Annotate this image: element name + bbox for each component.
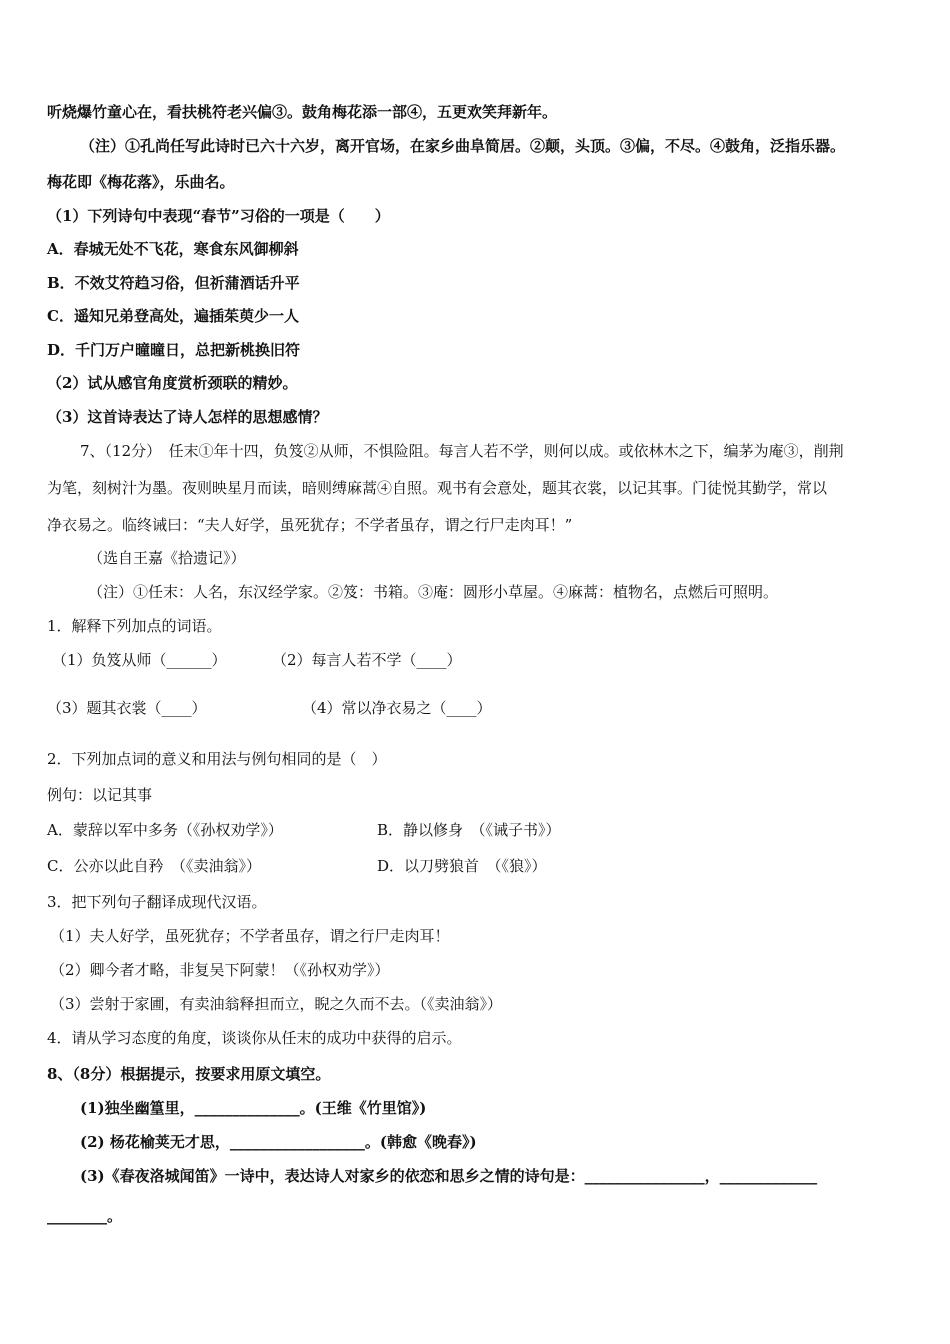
poem-question-1: （1）下列诗句中表现“春节”习俗的一项是（ ） — [47, 207, 390, 225]
poem-q1-option-b: B．不效艾符趋习俗，但祈蒲酒话升平 — [47, 274, 300, 292]
q7-sub2-option-c: C．公亦以此自矜 （《卖油翁》） — [47, 857, 261, 875]
poem-q1-option-d: D．千门万户曈曈日，总把新桃换旧符 — [47, 341, 301, 359]
q7-sub1-item-4: （4）常以净衣易之（____） — [302, 699, 492, 717]
q7-sub3-title: 3．把下列句子翻译成现代汉语。 — [47, 893, 267, 911]
poem-question-3: （3）这首诗表达了诗人怎样的思想感情？ — [47, 408, 328, 426]
q7-passage-line3: 净衣易之。临终诫曰：“夫人好学，虽死犹存；不学者虽存，谓之行尸走肉耳！” — [47, 516, 573, 534]
q7-sub3-item-1: （1）夫人好学，虽死犹存；不学者虽存，谓之行尸走肉耳！ — [50, 927, 450, 945]
q7-sub4-title: 4．请从学习态度的角度，谈谈你从任末的成功中获得的启示。 — [47, 1029, 462, 1047]
q7-sub1-item-1: （1）负笈从师（______） — [52, 651, 227, 669]
q8-item-2: (2) 杨花榆荚无才思，__________________。(韩愈《晚春》) — [80, 1133, 477, 1151]
poem-q1-option-a: A．春城无处不飞花，寒食东风御柳斜 — [47, 240, 299, 258]
q7-sub2-option-a: A．蒙辞以军中多务（《孙权劝学》） — [47, 821, 283, 839]
q7-header: 7、（12分） 任末①年十四，负笈②从师，不惧险阻。每言人若不学，则何以成。或依林木之下，编茅为庵③，削荆 — [80, 442, 844, 460]
q7-sub1-item-2: （2）每言人若不学（____） — [272, 651, 462, 669]
q8-item-3-continuation: ________。 — [47, 1207, 123, 1225]
poem-q1-option-c: C．遥知兄弟登高处，遍插茱萸少一人 — [47, 307, 299, 325]
poem-note-line1: （注）①孔尚任写此诗时已六十六岁，离开官场，在家乡曲阜简居。②颠，头顶。③偏，不尽。④鼓角，泛指乐器。 — [80, 137, 846, 155]
poem-note-line2: 梅花即《梅花落》，乐曲名。 — [47, 173, 235, 191]
q7-sub3-item-3: （3）尝射于家圃，有卖油翁释担而立，睨之久而不去。（《卖油翁》） — [50, 995, 503, 1013]
q7-sub2-option-d: D．以刀劈狼首 （《狼》） — [377, 857, 547, 875]
q7-sub2-option-b: B．静以修身 （《诫子书》） — [377, 821, 561, 839]
q7-passage-line2: 为笔，刻树汁为墨。夜则映星月而读，暗则缚麻蒿④自照。观书有会意处，题其衣裳，以记其事。门徒悦其勤学，常以 — [47, 479, 828, 497]
q7-sub1-item-3: （3）题其衣裳（____） — [47, 699, 207, 717]
q7-sub2-example: 例句：以记其事 — [47, 786, 153, 804]
q7-sub3-item-2: （2）卿今者才略，非复吴下阿蒙！（《孙权劝学》） — [50, 961, 390, 979]
q8-item-3: (3)《春夜洛城闻笛》一诗中，表达诗人对家乡的依恋和思乡之情的诗句是：________________，_____________ — [80, 1167, 818, 1185]
q7-sub2-title: 2．下列加点词的意义和用法与例句相同的是（ ） — [47, 750, 387, 768]
q7-note: （注）①任末：人名，东汉经学家。②笈：书箱。③庵：圆形小草屋。④麻蒿：植物名，点燃后可照明。 — [88, 583, 779, 601]
poem-question-2: （2）试从感官角度赏析颈联的精妙。 — [47, 374, 298, 392]
q8-header: 8、（8分）根据提示，按要求用原文填空。 — [47, 1065, 331, 1083]
q7-sub1-title: 1．解释下列加点的词语。 — [47, 617, 222, 635]
q8-item-1: (1)独坐幽篁里，______________。(王维《竹里馆》) — [80, 1099, 427, 1117]
q7-source: （选自王嘉《拾遗记》） — [88, 549, 246, 567]
poem-last-line: 听烧爆竹童心在，看扶桃符老兴偏③。鼓角梅花添一部④，五更欢笑拜新年。 — [47, 103, 558, 121]
